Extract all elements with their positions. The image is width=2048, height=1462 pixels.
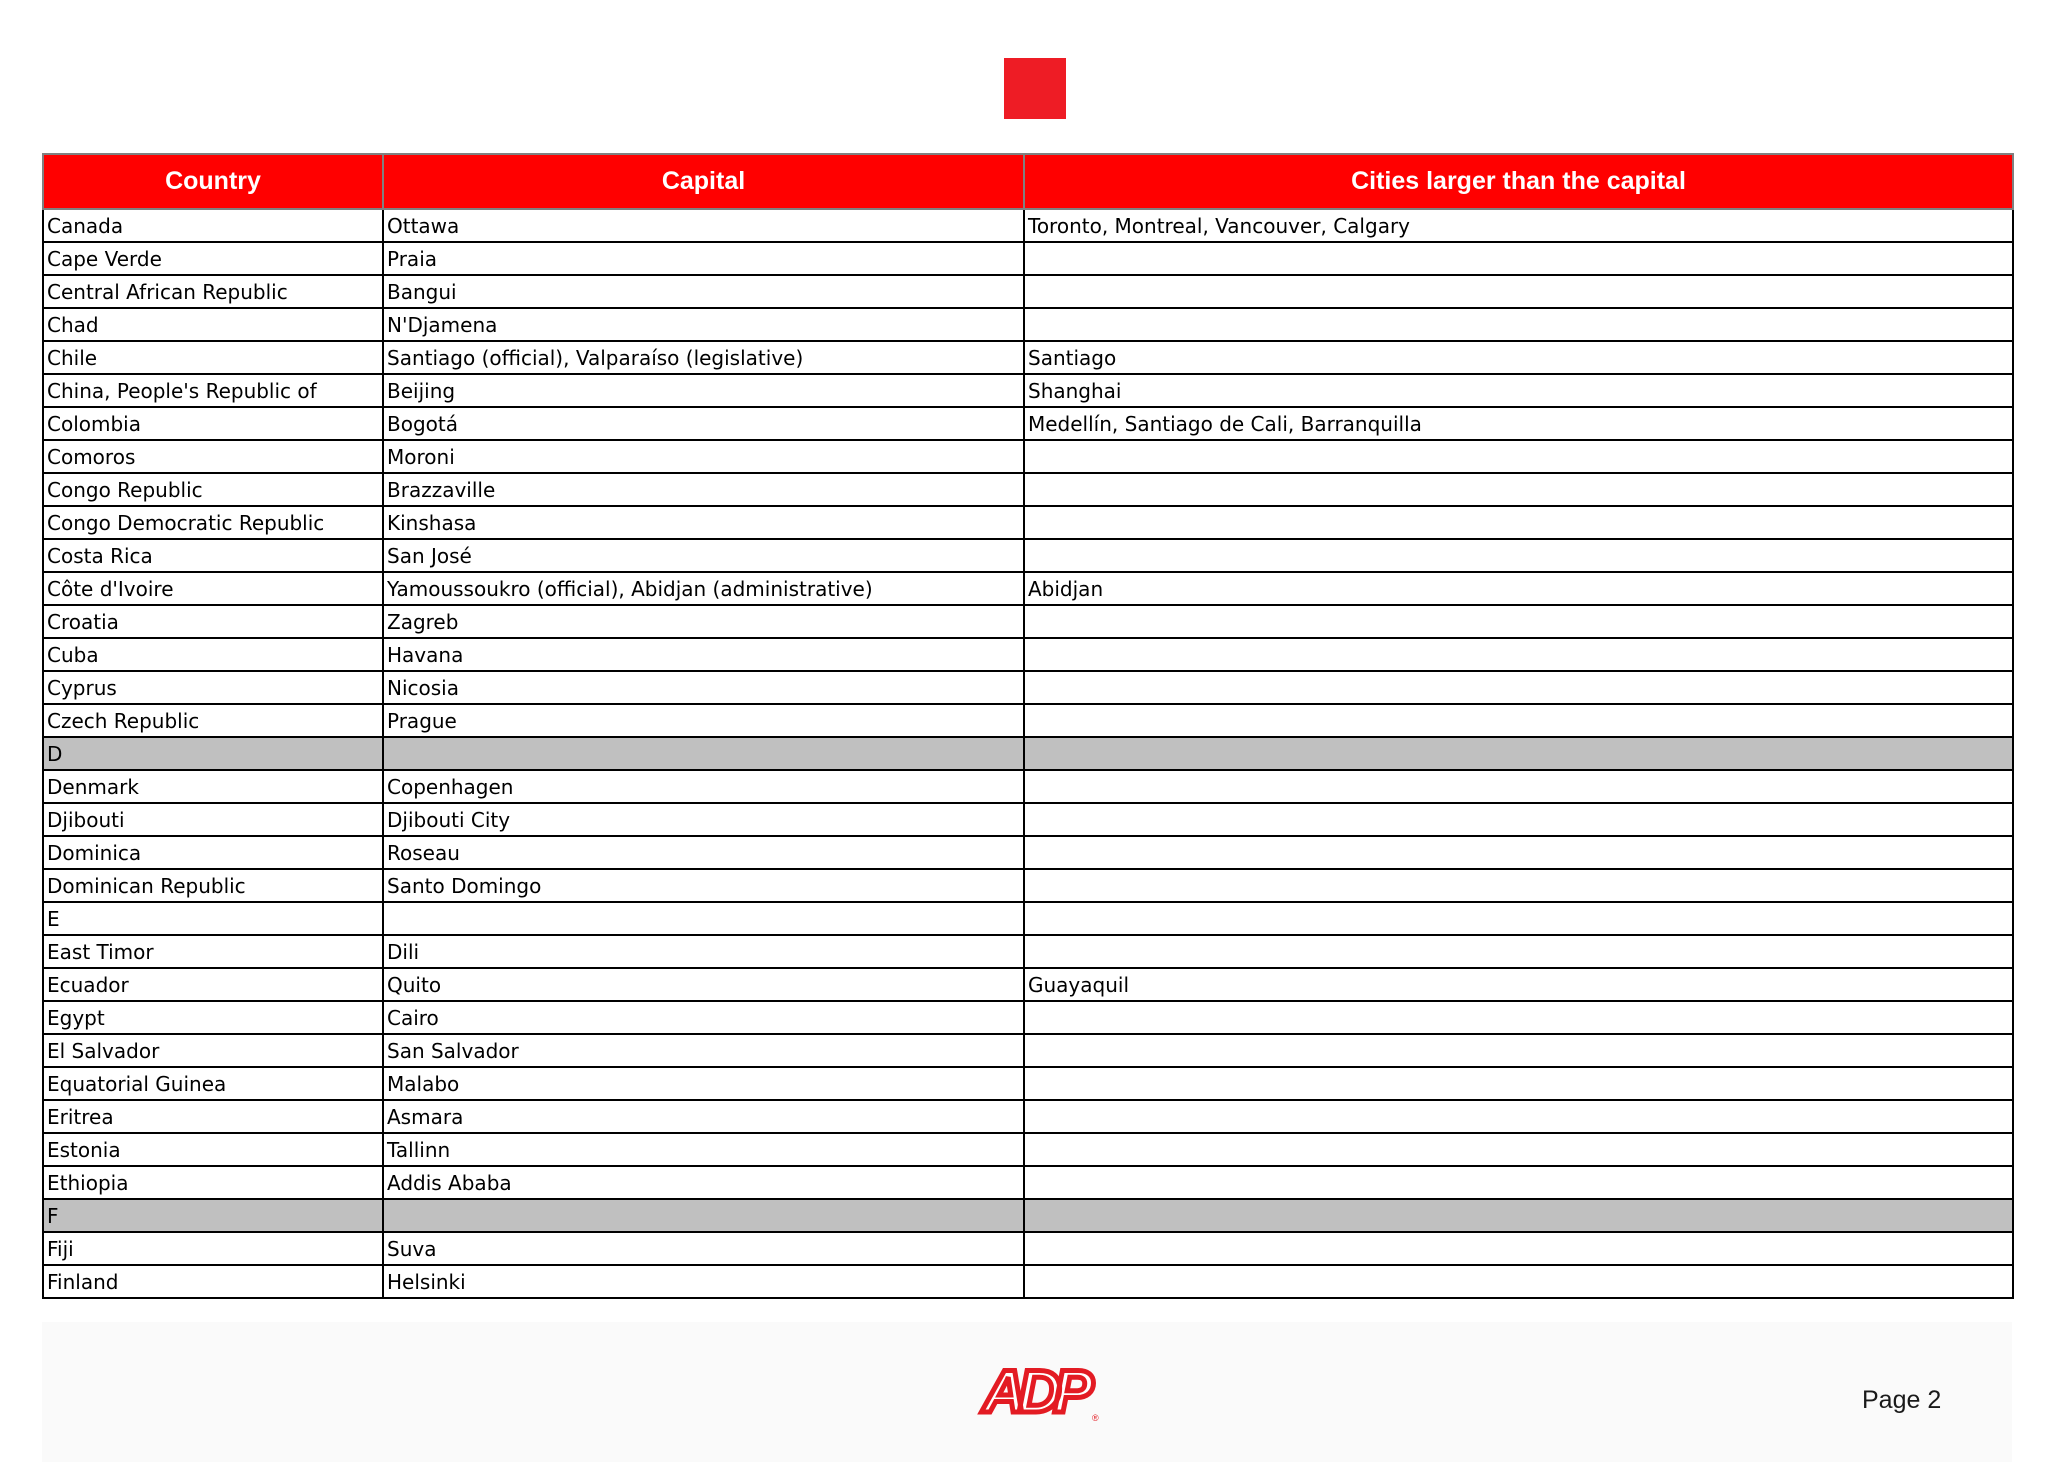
cell-larger-cities bbox=[1024, 638, 2013, 671]
cell-capital: Suva bbox=[383, 1232, 1024, 1265]
cell-larger-cities bbox=[1024, 1100, 2013, 1133]
cell-country: Ecuador bbox=[43, 968, 383, 1001]
cell-country: Dominican Republic bbox=[43, 869, 383, 902]
table-row bbox=[43, 1265, 2013, 1298]
section-spacer-capital bbox=[383, 902, 1024, 935]
table-body bbox=[43, 209, 2013, 1298]
cell-country: Estonia bbox=[43, 1133, 383, 1166]
cell-capital: Ottawa bbox=[383, 209, 1024, 242]
cell-country: China, People's Republic of bbox=[43, 374, 383, 407]
cell-country: Cuba bbox=[43, 638, 383, 671]
table-row bbox=[43, 506, 2013, 539]
table-row bbox=[43, 770, 2013, 803]
cell-larger-cities: Medellín, Santiago de Cali, Barranquilla bbox=[1024, 407, 2013, 440]
letter-section-row bbox=[43, 902, 2013, 935]
cell-capital: Roseau bbox=[383, 836, 1024, 869]
table-row bbox=[43, 803, 2013, 836]
cell-larger-cities bbox=[1024, 671, 2013, 704]
table-row bbox=[43, 1166, 2013, 1199]
cell-larger-cities bbox=[1024, 308, 2013, 341]
cell-larger-cities bbox=[1024, 473, 2013, 506]
cell-country: El Salvador bbox=[43, 1034, 383, 1067]
table-row bbox=[43, 935, 2013, 968]
cell-capital: Helsinki bbox=[383, 1265, 1024, 1298]
cell-capital: Santiago (official), Valparaíso (legislative) bbox=[383, 341, 1024, 374]
table-row bbox=[43, 473, 2013, 506]
cell-capital: Beijing bbox=[383, 374, 1024, 407]
cell-larger-cities bbox=[1024, 1067, 2013, 1100]
cell-capital: Cairo bbox=[383, 1001, 1024, 1034]
cell-country: Dominica bbox=[43, 836, 383, 869]
cell-larger-cities bbox=[1024, 605, 2013, 638]
cell-larger-cities bbox=[1024, 869, 2013, 902]
table-row bbox=[43, 968, 2013, 1001]
page-number: Page 2 bbox=[1862, 1386, 1942, 1414]
adp-logo-mark bbox=[970, 1360, 1100, 1422]
table-row bbox=[43, 1001, 2013, 1034]
table-row bbox=[43, 605, 2013, 638]
cell-capital: Havana bbox=[383, 638, 1024, 671]
cell-country: Equatorial Guinea bbox=[43, 1067, 383, 1100]
cell-larger-cities bbox=[1024, 770, 2013, 803]
cell-larger-cities bbox=[1024, 1166, 2013, 1199]
table-row bbox=[43, 572, 2013, 605]
section-letter: D bbox=[43, 737, 383, 770]
section-spacer-larger bbox=[1024, 902, 2013, 935]
cell-country: Costa Rica bbox=[43, 539, 383, 572]
column-header-capital: Capital bbox=[383, 154, 1024, 209]
cell-capital: Addis Ababa bbox=[383, 1166, 1024, 1199]
cell-country: Chile bbox=[43, 341, 383, 374]
cell-larger-cities: Shanghai bbox=[1024, 374, 2013, 407]
cell-country: Denmark bbox=[43, 770, 383, 803]
cell-capital: Nicosia bbox=[383, 671, 1024, 704]
table-row bbox=[43, 242, 2013, 275]
table-row bbox=[43, 1034, 2013, 1067]
cell-capital: Quito bbox=[383, 968, 1024, 1001]
cell-country: East Timor bbox=[43, 935, 383, 968]
cell-country: Canada bbox=[43, 209, 383, 242]
cell-capital: Djibouti City bbox=[383, 803, 1024, 836]
section-letter: F bbox=[43, 1199, 383, 1232]
cell-capital: Copenhagen bbox=[383, 770, 1024, 803]
cell-country: Czech Republic bbox=[43, 704, 383, 737]
column-header-country: Country bbox=[43, 154, 383, 209]
cell-country: Central African Republic bbox=[43, 275, 383, 308]
cell-country: Congo Democratic Republic bbox=[43, 506, 383, 539]
cell-capital: San José bbox=[383, 539, 1024, 572]
cell-larger-cities bbox=[1024, 242, 2013, 275]
cell-capital: Santo Domingo bbox=[383, 869, 1024, 902]
cell-larger-cities bbox=[1024, 1034, 2013, 1067]
countries-capitals-table bbox=[42, 153, 2014, 1299]
table-row bbox=[43, 308, 2013, 341]
cell-larger-cities bbox=[1024, 1232, 2013, 1265]
cell-capital: San Salvador bbox=[383, 1034, 1024, 1067]
cell-country: Cape Verde bbox=[43, 242, 383, 275]
table-row bbox=[43, 209, 2013, 242]
table-row bbox=[43, 869, 2013, 902]
section-spacer-larger bbox=[1024, 737, 2013, 770]
cell-larger-cities bbox=[1024, 506, 2013, 539]
cell-larger-cities: Toronto, Montreal, Vancouver, Calgary bbox=[1024, 209, 2013, 242]
table-row bbox=[43, 407, 2013, 440]
cell-capital: Zagreb bbox=[383, 605, 1024, 638]
cell-larger-cities: Abidjan bbox=[1024, 572, 2013, 605]
cell-capital: Asmara bbox=[383, 1100, 1024, 1133]
table-row bbox=[43, 374, 2013, 407]
table-header-row bbox=[43, 154, 2013, 209]
section-spacer-capital bbox=[383, 737, 1024, 770]
adp-logo-text: ADP bbox=[982, 1360, 1086, 1422]
cell-capital: Bangui bbox=[383, 275, 1024, 308]
cell-country: Cyprus bbox=[43, 671, 383, 704]
cell-country: Congo Republic bbox=[43, 473, 383, 506]
table-row bbox=[43, 1100, 2013, 1133]
table-row bbox=[43, 275, 2013, 308]
table-row bbox=[43, 638, 2013, 671]
cell-capital: Brazzaville bbox=[383, 473, 1024, 506]
table-row bbox=[43, 704, 2013, 737]
cell-country: Eritrea bbox=[43, 1100, 383, 1133]
cell-capital: Moroni bbox=[383, 440, 1024, 473]
cell-larger-cities bbox=[1024, 1265, 2013, 1298]
table-row bbox=[43, 671, 2013, 704]
cell-larger-cities bbox=[1024, 275, 2013, 308]
top-accent-square bbox=[1004, 58, 1066, 119]
cell-country: Ethiopia bbox=[43, 1166, 383, 1199]
table-row bbox=[43, 1067, 2013, 1100]
registered-mark: ® bbox=[1092, 1413, 1099, 1422]
cell-larger-cities bbox=[1024, 803, 2013, 836]
cell-capital: Bogotá bbox=[383, 407, 1024, 440]
cell-country: Finland bbox=[43, 1265, 383, 1298]
cell-country: Fiji bbox=[43, 1232, 383, 1265]
cell-capital: Praia bbox=[383, 242, 1024, 275]
cell-larger-cities bbox=[1024, 539, 2013, 572]
cell-larger-cities: Santiago bbox=[1024, 341, 2013, 374]
table-row bbox=[43, 1232, 2013, 1265]
cell-country: Egypt bbox=[43, 1001, 383, 1034]
cell-country: Comoros bbox=[43, 440, 383, 473]
cell-capital: Malabo bbox=[383, 1067, 1024, 1100]
section-spacer-larger bbox=[1024, 1199, 2013, 1232]
cell-larger-cities bbox=[1024, 704, 2013, 737]
letter-section-row bbox=[43, 1199, 2013, 1232]
cell-larger-cities bbox=[1024, 1133, 2013, 1166]
cell-country: Colombia bbox=[43, 407, 383, 440]
table-row bbox=[43, 836, 2013, 869]
cell-larger-cities bbox=[1024, 836, 2013, 869]
cell-capital: Prague bbox=[383, 704, 1024, 737]
cell-larger-cities bbox=[1024, 935, 2013, 968]
cell-country: Croatia bbox=[43, 605, 383, 638]
cell-capital: N'Djamena bbox=[383, 308, 1024, 341]
table-row bbox=[43, 539, 2013, 572]
cell-country: Djibouti bbox=[43, 803, 383, 836]
letter-section-row bbox=[43, 737, 2013, 770]
cell-capital: Dili bbox=[383, 935, 1024, 968]
cell-larger-cities bbox=[1024, 1001, 2013, 1034]
table-row bbox=[43, 1133, 2013, 1166]
column-header-larger-cities: Cities larger than the capital bbox=[1024, 154, 2013, 209]
cell-larger-cities bbox=[1024, 440, 2013, 473]
cell-country: Chad bbox=[43, 308, 383, 341]
cell-capital: Yamoussoukro (official), Abidjan (administrative) bbox=[383, 572, 1024, 605]
adp-logo bbox=[970, 1360, 1100, 1422]
cell-country: Côte d'Ivoire bbox=[43, 572, 383, 605]
table-row bbox=[43, 341, 2013, 374]
table-row bbox=[43, 440, 2013, 473]
section-letter: E bbox=[43, 902, 383, 935]
cell-larger-cities: Guayaquil bbox=[1024, 968, 2013, 1001]
cell-capital: Kinshasa bbox=[383, 506, 1024, 539]
cell-capital: Tallinn bbox=[383, 1133, 1024, 1166]
section-spacer-capital bbox=[383, 1199, 1024, 1232]
